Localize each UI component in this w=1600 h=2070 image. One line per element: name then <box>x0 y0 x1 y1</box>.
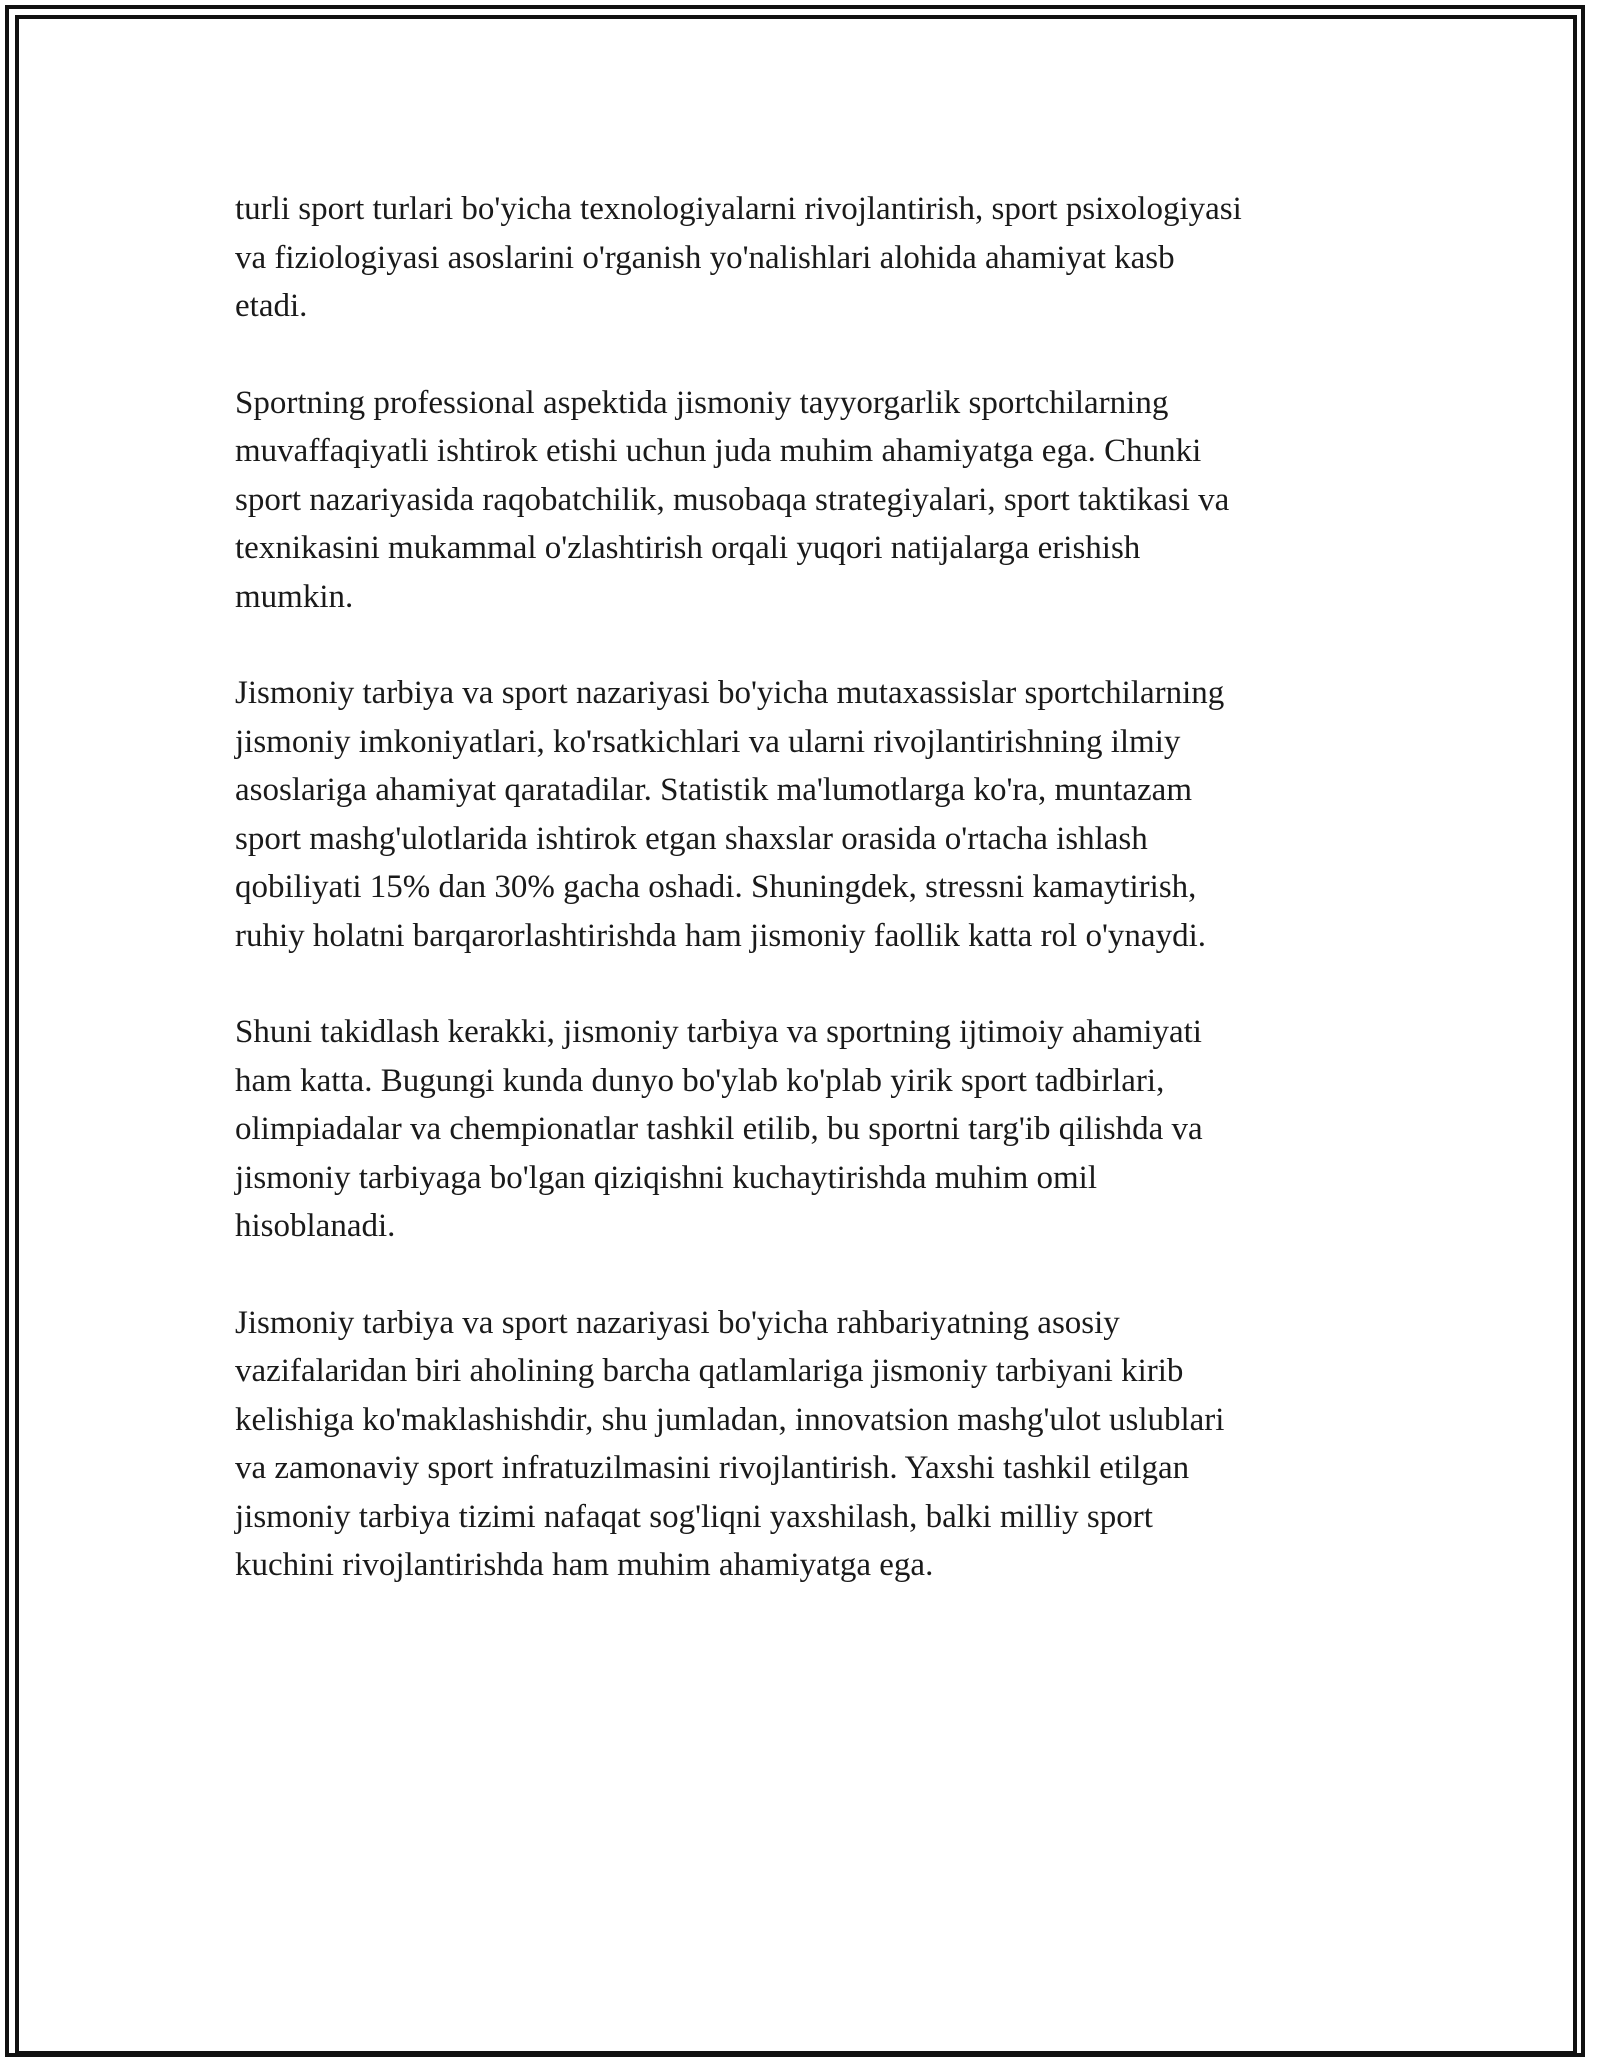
paragraph-3: Jismoniy tarbiya va sport nazariyasi bo'yicha mutaxassislar sportchilarning jismoniy imkoniyatlari, ko'rsatkichlari va ularni rivojlantirishning ilmiy asoslariga ahamiyat qaratadilar. Statistik ma'lumotlarga ko'ra, muntazam sport mashg'ulotlarida ishtirok etgan shaxslar orasida o'rtacha ishlash qobiliyati 15% dan 30% gacha oshadi. Shuningdek, stressni kamaytirish, ruhiy holatni barqarorlashtirishda ham jismoniy faollik katta rol o'ynaydi. <box>235 675 1225 954</box>
paragraph-5: Jismoniy tarbiya va sport nazariyasi bo'yicha rahbariyatning asosiy vazifalaridan biri aholining barcha qatlamlariga jismoniy tarbiyani kirib kelishiga ko'maklashishdir, shu jumladan, innovatsion mashg'ulot uslublari va zamonaviy sport infratuzilmasini rivojlantirish. Yaxshi tashkil etilgan jismoniy tarbiya tizimi nafaqat sog'liqni yaxshilash, balki milliy sport kuchini rivojlantirishda ham muhim ahamiyatga ega. <box>235 1304 1225 1583</box>
paragraph-4: Shuni takidlash kerakki, jismoniy tarbiya va sportning ijtimoiy ahamiyati ham katta. Bugungi kunda dunyo bo'ylab ko'plab yirik sport tadbirlari, olimpiadalar va chempionatlar tashkil etilib, bu sportni targ'ib qilishda va jismoniy tarbiyaga bo'lgan qiziqishni kuchaytirishda muhim omil hisoblanadi. <box>235 1014 1203 1244</box>
paragraph-1: turli sport turlari bo'yicha texnologiyalarni rivojlantirish, sport psixologiyasi va fiziologiyasi asoslarini o'rganish yo'nalishlari alohida ahamiyat kasb etadi. <box>235 191 1242 324</box>
page-content <box>235 185 1365 1638</box>
paragraph-2: Sportning professional aspektida jismoniy tayyorgarlik sportchilarning muvaffaqiyatli ishtirok etishi uchun juda muhim ahamiyatga ega. Chunki sport nazariyasida raqobatchilik, musobaqa strategiyalari, sport taktikasi va texnikasini mukammal o'zlashtirish orqali yuqori natijalarga erishish mumkin. <box>235 384 1230 615</box>
